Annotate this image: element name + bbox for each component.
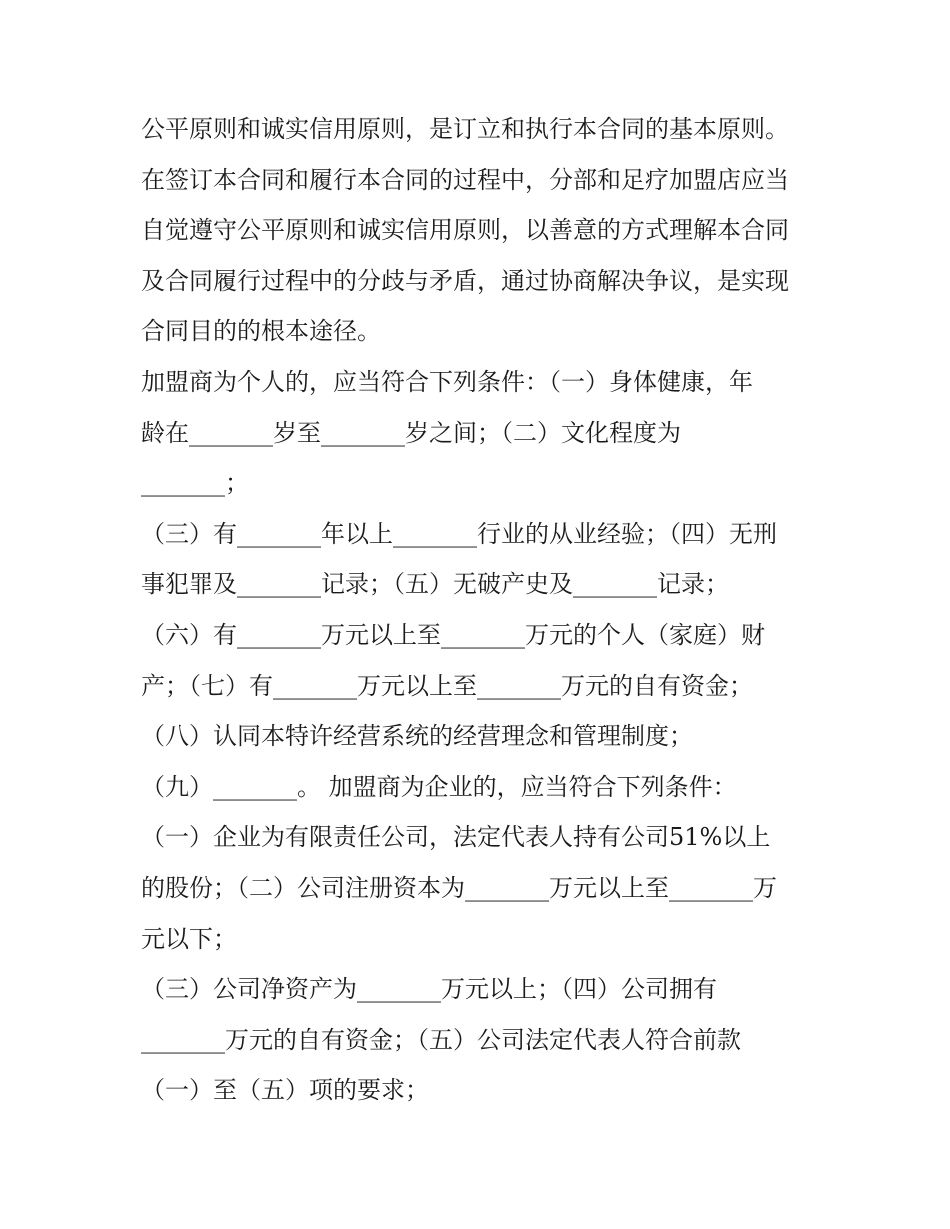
text-line-5: 合同目的的根本途径。 [141,317,381,346]
text-line-9: （三）有_______年以上_______行业的从业经验；（四）无刑 [141,519,777,548]
text-line-8: _______； [141,469,249,498]
text-line-1: 公平原则和诚实信用原则，是订立和执行本合同的基本原则。 [141,115,789,143]
text-line-2: 在签订本合同和履行本合同的过程中，分部和足疗加盟店应当 [141,165,789,194]
text-line-12: 产；（七）有_______万元以上至_______万元的自有资金； [141,671,753,700]
text-line-16: 的股份；（二）公司注册资本为_______万元以上至_______万 [141,873,777,902]
text-line-20: （一）至（五）项的要求； [141,1076,429,1105]
text-line-18: （三）公司净资产为_______万元以上；（四）公司拥有 [141,975,717,1004]
document-body [141,104,821,1116]
text-line-4: 及合同履行过程中的分歧与矛盾，通过协商解决争议，是实现 [141,266,789,295]
text-line-15: （一）企业为有限责任公司，法定代表人持有公司51%以上 [141,823,771,852]
text-line-10: 事犯罪及_______记录；（五）无破产史及_______记录； [141,570,729,599]
text-line-3: 自觉遵守公平原则和诚实信用原则，以善意的方式理解本合同 [141,216,789,245]
text-line-11: （六）有_______万元以上至_______万元的个人（家庭）财 [141,620,765,649]
text-line-6: 加盟商为个人的，应当符合下列条件：（一）身体健康，年 [141,367,753,396]
text-line-17: 元以下； [141,924,237,953]
text-line-19: _______万元的自有资金；（五）公司法定代表人符合前款 [141,1025,741,1054]
text-line-13: （八）认同本特许经营系统的经营理念和管理制度； [141,722,693,751]
text-line-7: 龄在_______岁至_______岁之间；（二）文化程度为 [141,418,681,447]
text-line-14: （九）_______。 加盟商为企业的，应当符合下列条件： [141,772,737,801]
